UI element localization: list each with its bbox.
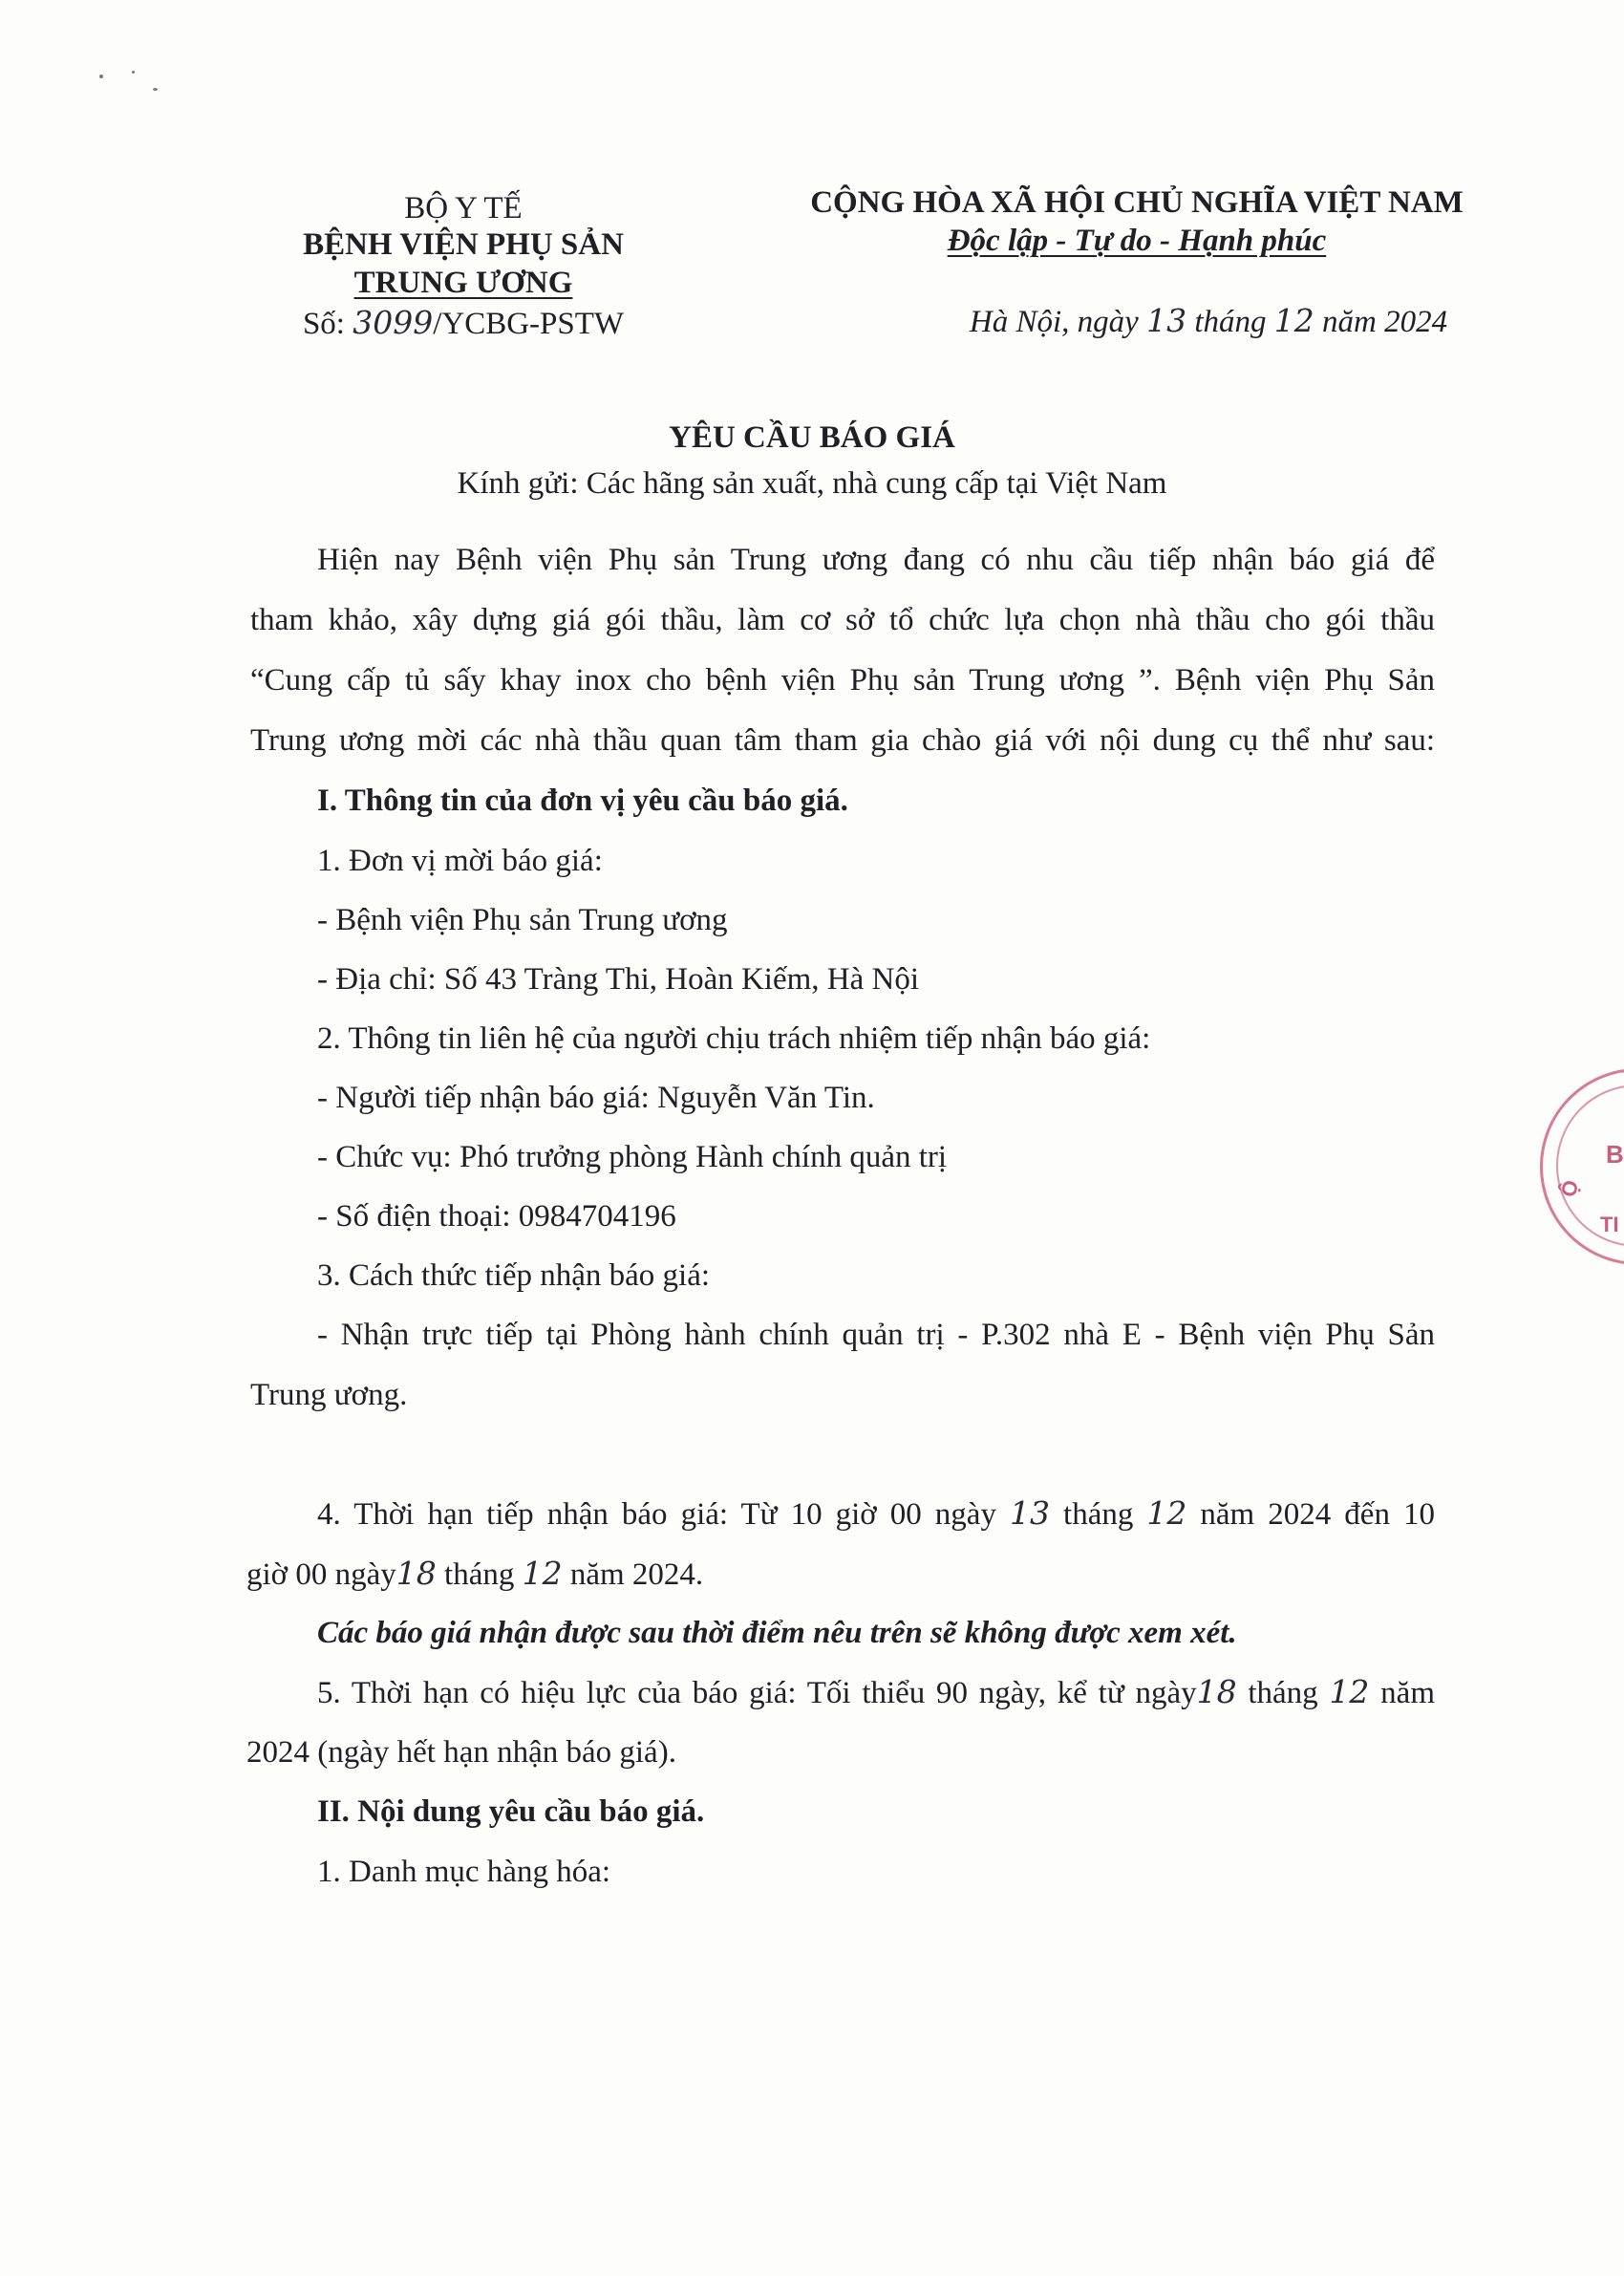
date-month-handwritten: 12 <box>1273 302 1314 339</box>
doc-no-prefix: Số: <box>302 307 353 341</box>
scan-speck <box>99 75 103 78</box>
hospital-name-line2 <box>258 264 669 302</box>
ministry-name: BỘ Y TẾ <box>404 191 523 225</box>
deadline-text-6: năm 2024. <box>562 1557 704 1592</box>
section-1-heading: I. Thông tin của đơn vị yêu cầu báo giá. <box>317 784 848 818</box>
date-prefix: Hà Nội, ngày <box>969 305 1147 339</box>
validity-text-1: 5. Thời hạn có hiệu lực của báo giá: Tối thiểu 90 ngày, kể từ ngày <box>317 1676 1197 1710</box>
receiver-phone: - Số điện thoại: 0984704196 <box>317 1199 676 1234</box>
document-title: YÊU CẦU BÁO GIÁ <box>669 420 955 455</box>
section-1-item-1: 1. Đơn vị mời báo giá: <box>317 844 603 878</box>
country-name: CỘNG HÒA XÃ HỘI CHỦ NGHĨA VIỆT NAM <box>810 185 1464 220</box>
hospital-name-line1: BỆNH VIỆN PHỤ SẢN <box>303 227 624 262</box>
method-line-2: Trung ương. <box>250 1378 408 1412</box>
deadline-month-end-handwritten: 12 <box>522 1555 563 1592</box>
deadline-day-start-handwritten: 13 <box>1009 1494 1050 1532</box>
intro-line-2: tham khảo, xây dựng giá gói thầu, làm cơ sở tổ chức lựa chọn nhà thầu cho gói thầu <box>250 603 1435 637</box>
national-motto-text: Độc lập - Tự do - Hạnh phúc <box>947 224 1327 258</box>
section-1-item-5-line-2: 2024 (ngày hết hạn nhận báo giá). <box>246 1735 676 1770</box>
method-line-1: - Nhận trực tiếp tại Phòng hành chính quản trị - P.302 nhà E - Bệnh viện Phụ Sản <box>317 1318 1435 1352</box>
validity-month-handwritten: 12 <box>1329 1673 1370 1710</box>
doc-no-suffix: /YCBG-PSTW <box>433 307 625 341</box>
validity-text-3: năm <box>1369 1676 1435 1710</box>
intro-line-1: Hiện nay Bệnh viện Phụ sản Trung ương đang có nhu cầu tiếp nhận báo giá để <box>317 543 1435 577</box>
section-2-heading: II. Nội dung yêu cầu báo giá. <box>317 1794 705 1829</box>
unit-name: - Bệnh viện Phụ sản Trung ương <box>317 903 728 937</box>
unit-address: - Địa chỉ: Số 43 Tràng Thi, Hoàn Kiếm, Hà Nội <box>317 962 920 997</box>
intro-line-3: “Cung cấp tủ sấy khay inox cho bệnh viện Phụ sản Trung ương ”. Bệnh viện Phụ Sản <box>250 663 1435 698</box>
deadline-text-4: giờ 00 ngày <box>246 1557 396 1592</box>
validity-day-handwritten: 18 <box>1196 1673 1237 1710</box>
document-number <box>258 304 669 343</box>
section-1-item-4-line-1 <box>317 1494 1435 1534</box>
date-mid2: năm 2024 <box>1314 305 1448 339</box>
deadline-text-2: tháng <box>1049 1497 1147 1532</box>
place-date <box>936 302 1481 341</box>
receiver-name: - Người tiếp nhận báo giá: Nguyễn Văn Tin. <box>317 1081 875 1115</box>
deadline-text-5: tháng <box>436 1557 523 1592</box>
section-2-item-1: 1. Danh mục hàng hóa: <box>317 1855 611 1889</box>
hospital-name-line2-text: TRUNG ƯƠNG <box>353 266 573 300</box>
late-quote-note: Các báo giá nhận được sau thời điểm nêu trên sẽ không được xem xét. <box>317 1616 1237 1650</box>
section-1-item-2: 2. Thông tin liên hệ của người chịu trách nhiệm tiếp nhận báo giá: <box>317 1021 1151 1056</box>
official-stamp <box>1540 1068 1624 1265</box>
scan-speck <box>132 71 135 74</box>
deadline-month-start-handwritten: 12 <box>1146 1494 1187 1532</box>
deadline-text-3: năm 2024 đến 10 <box>1186 1497 1435 1532</box>
intro-line-4: Trung ương mời các nhà thầu quan tâm tham gia chào giá với nội dung cụ thể như sau: <box>250 723 1435 758</box>
deadline-day-end-handwritten: 18 <box>395 1555 437 1592</box>
scan-speck <box>153 88 158 91</box>
recipient: Kính gửi: Các hãng sản xuất, nhà cung cấp tại Việt Nam <box>457 466 1167 501</box>
doc-no-handwritten: 3099 <box>353 304 434 341</box>
receiver-position: - Chức vụ: Phó trưởng phòng Hành chính quản trị <box>317 1140 948 1174</box>
stamp-text-3: Ộ <box>1556 1178 1583 1199</box>
date-mid1: tháng <box>1186 305 1274 339</box>
stamp-text-1: B <box>1606 1140 1624 1169</box>
section-1-item-3: 3. Cách thức tiếp nhận báo giá: <box>317 1258 711 1293</box>
national-motto <box>793 222 1481 260</box>
date-day-handwritten: 13 <box>1146 302 1187 339</box>
section-1-item-5-line-1 <box>317 1673 1435 1712</box>
stamp-text-2: TI <box>1600 1213 1619 1236</box>
deadline-text-1: 4. Thời hạn tiếp nhận báo giá: Từ 10 giờ 00 ngày <box>317 1497 1010 1532</box>
validity-text-2: tháng <box>1236 1676 1330 1710</box>
section-1-item-4-line-2 <box>246 1555 703 1594</box>
